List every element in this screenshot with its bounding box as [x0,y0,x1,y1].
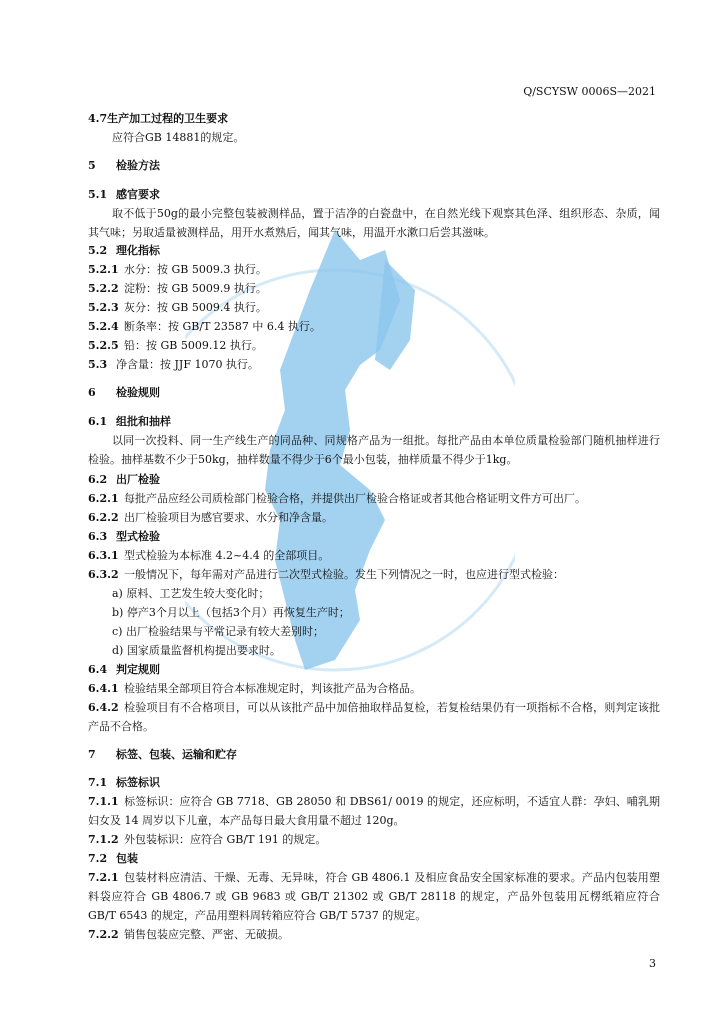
page-number: 3 [649,957,656,970]
section-title: 标签标识 [116,776,160,789]
section-title: 型式检验 [116,530,160,543]
section-number: 6.1 [88,415,108,428]
paragraph: 铅：按 GB 5009.12 执行。 [124,339,263,352]
paragraph [88,698,660,736]
section-number: 6.2.2 [88,511,119,524]
section-number: 7.2 [88,852,108,865]
paragraph: 销售包装应完整、严密、无破损。 [124,928,289,941]
section-title: 生产加工过程的卫生要求 [107,112,229,125]
section-title: 判定规则 [116,663,160,676]
paragraph: 断条率：按 GB/T 23587 中 6.4 执行。 [124,320,321,333]
document-code-header: Q/SCYSW 0006S—2021 [523,85,656,98]
paragraph: 水分：按 GB 5009.3 执行。 [124,263,267,276]
section-number: 5 [88,159,96,172]
paragraph: 灰分：按 GB 5009.4 执行。 [124,301,267,314]
section-number: 6.4.2 [88,701,119,714]
section-number: 7 [88,748,96,761]
section-number: 7.1.2 [88,833,119,846]
section-number: 6 [88,386,96,399]
section-number: 6.4.1 [88,682,119,695]
section-number: 6.3.2 [88,568,119,581]
section-number: 5.2.4 [88,320,119,333]
section-title: 包装 [116,852,138,865]
paragraph [88,792,660,830]
section-number: 5.2.5 [88,339,119,352]
paragraph: 型式检验为本标准 4.2~4.4 的全部项目。 [124,549,330,562]
section-number: 5.2.3 [88,301,119,314]
section-number: 6.4 [88,663,108,676]
paragraph: 以同一次投料、同一生产线生产的同品种、同规格产品为一组批。每批产品由本单位质量检验部门随机抽样进行检验。抽样基数不少于50kg，抽样数量不得少于6个最小包装，抽样质量不得少于1kg。 [88,434,660,466]
section-number: 5.2 [88,244,108,257]
section-number: 7.1 [88,776,108,789]
section-number: 5.2.2 [88,282,119,295]
section-number: 5.3 [88,358,108,371]
section-title: 感官要求 [116,188,160,201]
section-title: 出厂检验 [116,473,160,486]
section-title: 标签、包装、运输和贮存 [116,748,237,761]
section-number: 6.3 [88,530,108,543]
paragraph: 淀粉：按 GB 5009.9 执行。 [124,282,267,295]
paragraph: 每批产品应经公司质检部门检验合格，并提供出厂检验合格证或者其他合格证明文件方可出厂。 [124,492,586,505]
list-item: d) 国家质量监督机构提出要求时。 [112,644,281,657]
section-number: 7.1.1 [88,795,119,808]
section-number: 4.7 [88,112,108,125]
paragraph: 检验结果全部项目符合本标准规定时，判该批产品为合格品。 [124,682,421,695]
paragraph-text: 包装材料应清洁、干燥、无毒、无异味，符合 GB 4806.1 及相应食品安全国家标准的要求。产品内包装用塑料袋应符合 GB 4806.7 或 GB 9683 或 GB/T 21302 或 GB/T 28118 的规定，产品外包装用瓦楞纸箱应符合 GB/T 6543 的规定，产品用塑料周转箱应符合 GB/T 5737 的规定。 [88,871,660,922]
section-title: 理化指标 [116,244,160,257]
section-number: 6.2 [88,473,108,486]
paragraph-text: 检验项目有不合格项目，可以从该批产品中加倍抽取样品复检，若复检结果仍有一项指标不合格，则判定该批产品不合格。 [88,701,660,733]
section-title: 组批和抽样 [116,415,171,428]
paragraph: 出厂检验项目为感官要求、水分和净含量。 [124,511,333,524]
section-number: 6.2.1 [88,492,119,505]
section-number: 7.2.1 [88,871,119,884]
section-title: 检验规则 [116,386,160,399]
paragraph: 应符合GB 14881的规定。 [112,131,245,144]
paragraph: 一般情况下，每年需对产品进行二次型式检验。发生下列情况之一时，也应进行型式检验： [124,568,564,581]
paragraph: 外包装标识：应符合 GB/T 191 的规定。 [124,833,327,846]
paragraph: 净含量：按 JJF 1070 执行。 [116,358,259,371]
list-item: a) 原料、工艺发生较大变化时； [112,587,270,600]
section-number: 7.2.2 [88,928,119,941]
section-number: 6.3.1 [88,549,119,562]
paragraph [88,868,660,925]
section-number: 5.2.1 [88,263,119,276]
section-title: 检验方法 [116,159,160,172]
paragraph-text: 标签标识：应符合 GB 7718、GB 28050 和 DBS61/ 0019 的规定，还应标明，不适宜人群：孕妇、哺乳期妇女及 14 周岁以下儿童，本产品每日最大食用量不超过 120g。 [88,795,660,827]
section-number: 5.1 [88,188,108,201]
list-item: b) 停产3个月以上（包括3个月）再恢复生产时； [112,606,350,619]
list-item: c) 出厂检验结果与平常记录有较大差别时； [112,625,324,638]
paragraph: 取不低于50g的最小完整包装被测样品，置于洁净的白瓷盘中，在自然光线下观察其色泽、组织形态、杂质，闻其气味；另取适量被测样品，用开水煮熟后，闻其气味，用温开水漱口后尝其滋味。 [88,207,660,239]
